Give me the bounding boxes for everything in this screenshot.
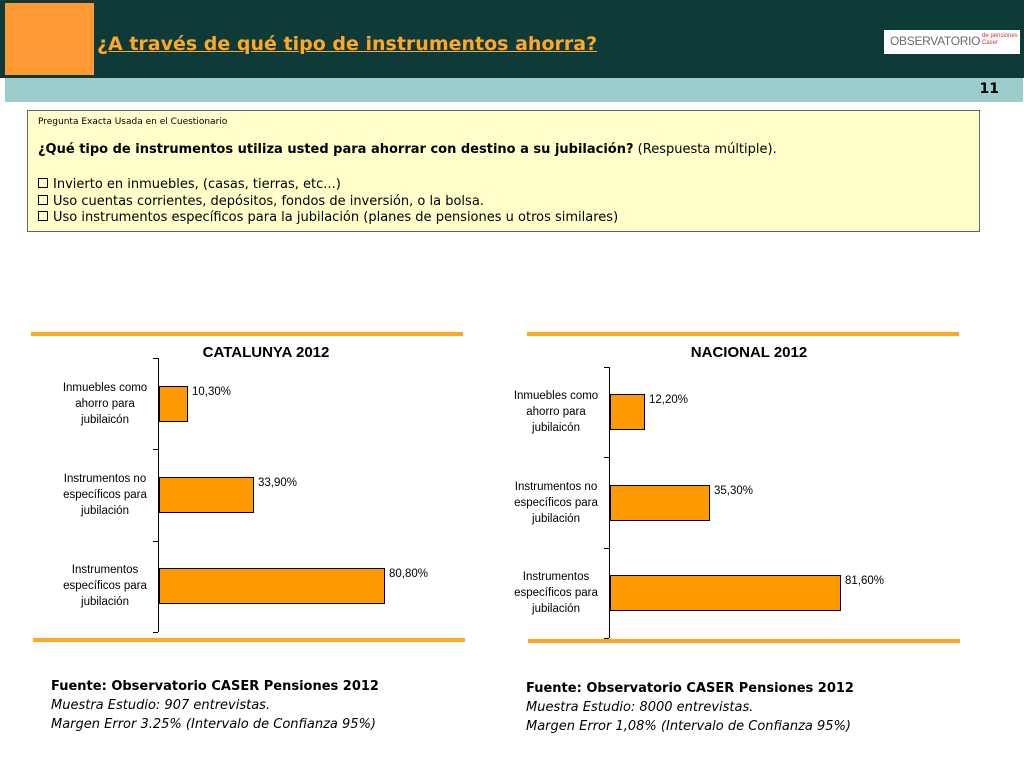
category-label [481, 388, 631, 436]
question-box [27, 110, 980, 232]
checkbox-icon [38, 211, 48, 221]
option-item [38, 177, 618, 194]
question-box-label: Pregunta Exacta Usada en el Cuestionario [38, 117, 228, 127]
category-label [30, 380, 180, 428]
axis-tick [604, 367, 609, 368]
category-label-line: específicos para [63, 580, 147, 592]
category-label-line: Instrumentos no [63, 473, 147, 485]
category-label [481, 569, 631, 617]
option-item [38, 194, 618, 211]
data-label: 35,30% [714, 485, 754, 497]
logo-subtext: de pensiones Caser [982, 33, 1018, 46]
category-label-line: jubilaicón [532, 422, 580, 434]
category-label-line: ahorro para [75, 398, 135, 410]
observatorio-logo [884, 30, 1020, 54]
chart-bottom-rule [528, 639, 960, 643]
category-label-line: específicos para [63, 489, 147, 501]
sample-size: Muestra Estudio: 907 entrevistas. [51, 698, 271, 713]
category-label-line: Instrumentos [522, 571, 590, 583]
error-margin: Margen Error 1,08% (Intervalo de Confianza 95%) [526, 719, 851, 734]
error-margin: Margen Error 3.25% (Intervalo de Confianza 95%) [51, 717, 376, 732]
axis-tick [153, 449, 158, 450]
header-bar [0, 0, 1024, 78]
question-bold: ¿Qué tipo de instrumentos utiliza usted para ahorrar con destino a su jubilación? [38, 142, 634, 157]
header-accent-block [5, 3, 94, 75]
chart-bottom-rule [33, 638, 465, 642]
chart-top-rule [31, 332, 463, 336]
category-label-line: específicos para [514, 497, 598, 509]
bar [610, 575, 841, 611]
category-label [481, 479, 631, 527]
category-label [30, 471, 180, 519]
checkbox-icon [38, 178, 48, 188]
bar [159, 568, 385, 604]
chart-title: NACIONAL 2012 [690, 344, 808, 361]
category-label-line: ahorro para [526, 406, 586, 418]
category-label-line: jubilación [81, 596, 129, 608]
category-label-line: específicos para [514, 587, 598, 599]
page-title: ¿A través de qué tipo de instrumentos ahorra? [97, 33, 598, 55]
source-note-left [51, 677, 379, 734]
data-label: 12,20% [649, 394, 689, 406]
axis-tick [153, 358, 158, 359]
sample-size: Muestra Estudio: 8000 entrevistas. [526, 700, 754, 715]
category-label-line: jubilación [532, 513, 580, 525]
question-note: (Respuesta múltiple). [637, 142, 777, 157]
category-label-line: Inmuebles como [513, 390, 599, 402]
chart-title: CATALUNYA 2012 [202, 344, 330, 361]
option-item [38, 210, 618, 227]
data-label: 10,30% [192, 386, 232, 398]
axis-tick [604, 548, 609, 549]
data-label: 80,80% [389, 568, 429, 580]
axis-tick [153, 632, 158, 633]
data-label: 81,60% [845, 575, 885, 587]
category-label-line: Inmuebles como [62, 382, 148, 394]
category-label-line: jubilación [81, 505, 129, 517]
chart-top-rule [527, 332, 959, 336]
option-text: Uso cuentas corrientes, depósitos, fondos de inversión, o la bolsa. [53, 193, 484, 209]
source-title: Fuente: Observatorio CASER Pensiones 2012 [51, 679, 379, 694]
category-label-line: jubilaicón [81, 414, 129, 426]
category-label [30, 562, 180, 610]
source-note-right [526, 679, 854, 736]
source-title: Fuente: Observatorio CASER Pensiones 2012 [526, 681, 854, 696]
logo-text: OBSERVATORIO [890, 34, 981, 48]
category-label-line: Instrumentos no [514, 481, 598, 493]
checkbox-icon [38, 195, 48, 205]
data-label: 33,90% [258, 477, 298, 489]
axis-tick [153, 541, 158, 542]
sub-header-bar [5, 78, 1023, 102]
page-number: 11 [979, 81, 999, 97]
category-label-line: Instrumentos [71, 564, 139, 576]
question-text [38, 142, 777, 157]
option-text: Invierto en inmuebles, (casas, tierras, etc...) [53, 177, 341, 192]
option-text: Uso instrumentos específicos para la jubilación (planes de pensiones u otros similares) [53, 210, 619, 225]
option-list [38, 177, 618, 227]
category-label-line: jubilación [532, 603, 580, 615]
axis-tick [604, 457, 609, 458]
